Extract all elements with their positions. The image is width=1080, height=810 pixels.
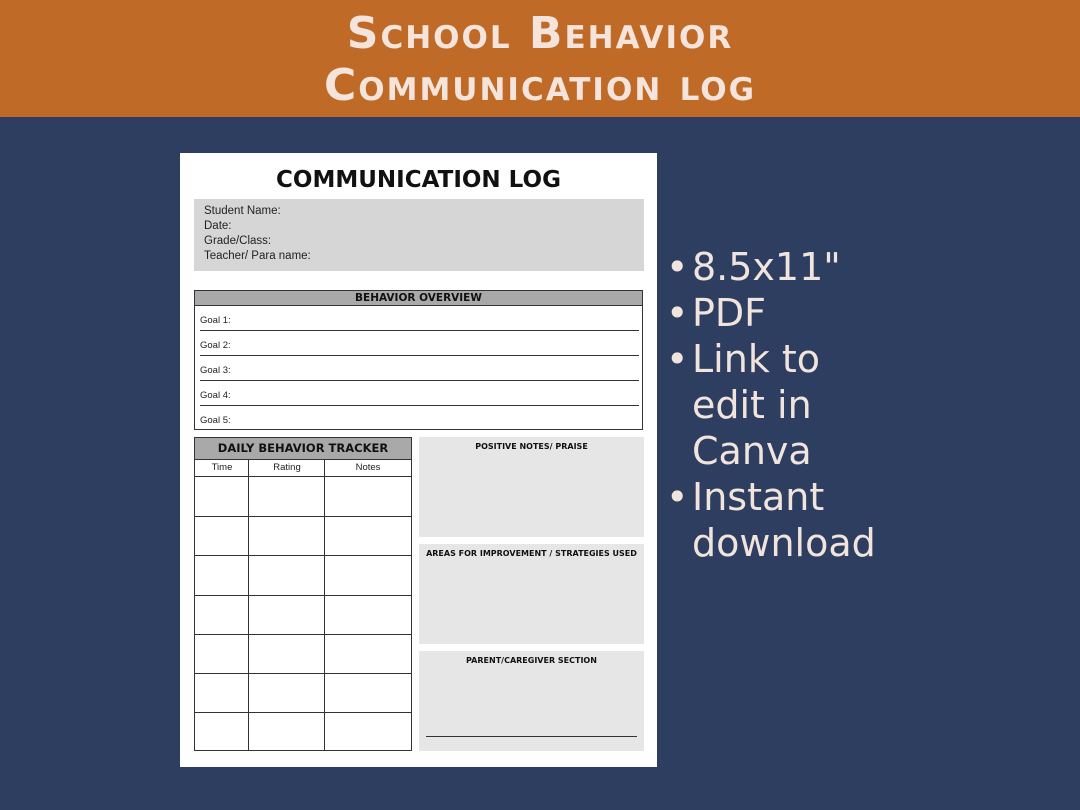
feature-text: Link to [692,337,821,381]
signature-line [426,736,637,737]
positive-notes-box [419,437,644,537]
title-banner [0,0,1080,117]
tracker-row-line [195,555,411,556]
tracker-row-line [195,673,411,674]
feature-text: Instant [692,475,825,519]
tracker-heading: DAILY BEHAVIOR TRACKER [195,438,411,460]
bullet-dot: • [666,245,689,289]
goal-label: Goal 2: [200,340,231,351]
areas-for-improvement-heading: AREAS FOR IMPROVEMENT / STRATEGIES USED [426,549,637,558]
parent-caregiver-box [419,651,644,751]
tracker-divider [324,460,325,750]
feature-text: download [692,521,876,565]
log-document-preview [180,153,657,767]
tracker-column-time: Time [195,460,249,477]
tracker-row-line [195,712,411,713]
behavior-overview-section [194,290,643,430]
goal-label: Goal 5: [200,415,231,426]
tracker-row-line [195,516,411,517]
daily-behavior-tracker [194,437,412,751]
bullet-dot: • [666,291,689,335]
student-info-box [194,199,644,271]
student-name-label: Student Name: [204,205,281,217]
goal-label: Goal 3: [200,365,231,376]
bullet-dot: • [666,337,689,381]
feature-text: PDF [692,291,767,335]
banner-title-line-2: Communication log [323,60,757,111]
goal-row [200,405,639,430]
tracker-column-notes: Notes [325,460,411,477]
banner-title-line-1: School Behavior [346,8,734,59]
tracker-row-line [195,595,411,596]
grade-class-label: Grade/Class: [204,235,272,247]
bullet-dot: • [666,475,689,519]
document-title: COMMUNICATION LOG [276,167,561,193]
areas-for-improvement-box [419,544,644,644]
tracker-row-line [195,634,411,635]
goal-row [200,331,639,356]
positive-notes-heading: POSITIVE NOTES/ PRAISE [475,442,588,451]
tracker-column-rating: Rating [249,460,325,477]
tracker-divider [248,460,249,750]
teacher-para-label: Teacher/ Para name: [204,250,311,262]
parent-caregiver-heading: PARENT/CAREGIVER SECTION [466,656,597,665]
goal-label: Goal 1: [200,315,231,326]
feature-text: edit in [692,383,812,427]
goal-row [200,381,639,406]
goal-row [200,306,639,331]
goal-label: Goal 4: [200,390,231,401]
date-label: Date: [204,220,232,232]
behavior-overview-heading: BEHAVIOR OVERVIEW [195,291,642,306]
feature-text: Canva [692,429,812,473]
goal-row [200,356,639,381]
feature-text: 8.5x11" [692,245,841,289]
